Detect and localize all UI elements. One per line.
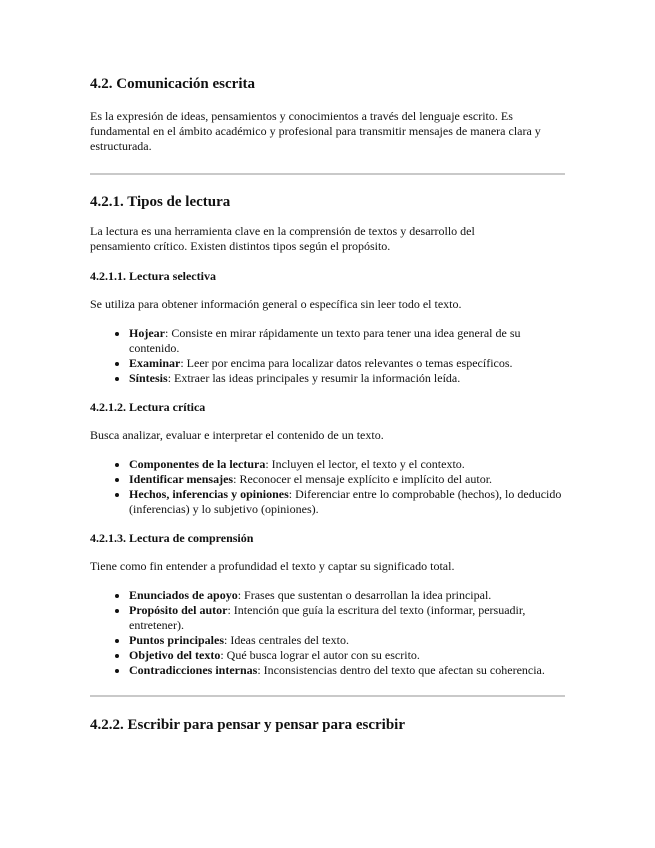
list-item-text: : Leer por encima para localizar datos relevantes o temas específicos. — [180, 356, 513, 370]
list-item-text: : Qué busca lograr el autor con su escrito. — [220, 648, 420, 662]
subsection-body-lectura-selectiva: Se utiliza para obtener información general o específica sin leer todo el texto. — [90, 297, 462, 311]
list-lectura-critica — [90, 457, 565, 517]
list-item-text: : Diferenciar entre lo comprobable (hechos), lo deducido (inferencias) y lo subjetivo (opiniones). — [129, 487, 562, 516]
section-title-4-2-1: 4.2.1. Tipos de lectura — [90, 194, 231, 210]
list-item — [129, 472, 565, 487]
list-item — [129, 457, 565, 472]
subsection-body-lectura-critica: Busca analizar, evaluar e interpretar el contenido de un texto. — [90, 428, 384, 442]
list-lectura-selectiva — [90, 326, 565, 386]
section-title-4-2-2: 4.2.2. Escribir para pensar y pensar para escribir — [90, 717, 405, 733]
subsection-title-lectura-selectiva: 4.2.1.1. Lectura selectiva — [90, 269, 216, 283]
list-item — [129, 326, 565, 356]
list-item-term: Propósito del autor — [129, 603, 228, 617]
list-item-term: Contradicciones internas — [129, 663, 258, 677]
section-body-4-2-1: La lectura es una herramienta clave en la comprensión de textos y desarrollo del pensamiento crítico. Existen distintos tipos según el propósito. — [90, 224, 475, 253]
list-item-term: Síntesis — [129, 371, 168, 385]
subsection-title-lectura-comprension: 4.2.1.3. Lectura de comprensión — [90, 531, 254, 545]
list-item-term: Hechos, inferencias y opiniones — [129, 487, 289, 501]
list-item-text: : Extraer las ideas principales y resumir la información leída. — [167, 371, 461, 385]
list-item — [129, 633, 565, 648]
section-body-4-2: Es la expresión de ideas, pensamientos y conocimientos a través del lenguaje escrito. Es fundamental en el ámbito académico y profesional para transmitir mensajes de manera clara y estructurada. — [90, 109, 541, 153]
list-item-text: : Inconsistencias dentro del texto que afectan su coherencia. — [257, 663, 545, 677]
list-item — [129, 588, 565, 603]
list-lectura-comprension — [90, 588, 565, 678]
list-item — [129, 356, 565, 371]
list-item — [129, 487, 565, 517]
list-item-term: Objetivo del texto — [129, 648, 221, 662]
list-item-term: Puntos principales — [129, 633, 225, 647]
list-item — [129, 603, 565, 633]
list-item-text: : Intención que guía la escritura del texto (informar, persuadir, entretener). — [129, 603, 526, 632]
list-item-text: : Ideas centrales del texto. — [224, 633, 349, 647]
list-item — [129, 371, 565, 386]
list-item-term: Examinar — [129, 356, 181, 370]
section-divider — [90, 695, 565, 697]
list-item-term: Identificar mensajes — [129, 472, 234, 486]
list-item — [129, 648, 565, 663]
list-item-term: Componentes de la lectura — [129, 457, 266, 471]
list-item-term: Hojear — [129, 326, 165, 340]
list-item-text: : Frases que sustentan o desarrollan la idea principal. — [237, 588, 492, 602]
list-item — [129, 663, 565, 678]
section-title-4-2: 4.2. Comunicación escrita — [90, 76, 255, 92]
subsection-body-lectura-comprension: Tiene como fin entender a profundidad el texto y captar su significado total. — [90, 559, 455, 573]
subsection-title-lectura-critica: 4.2.1.2. Lectura crítica — [90, 400, 206, 414]
section-divider — [90, 173, 565, 175]
list-item-text: : Reconocer el mensaje explícito e implícito del autor. — [233, 472, 493, 486]
list-item-term: Enunciados de apoyo — [129, 588, 238, 602]
list-item-text: : Incluyen el lector, el texto y el contexto. — [265, 457, 465, 471]
list-item-text: : Consiste en mirar rápidamente un texto para tener una idea general de su contenido. — [129, 326, 521, 355]
